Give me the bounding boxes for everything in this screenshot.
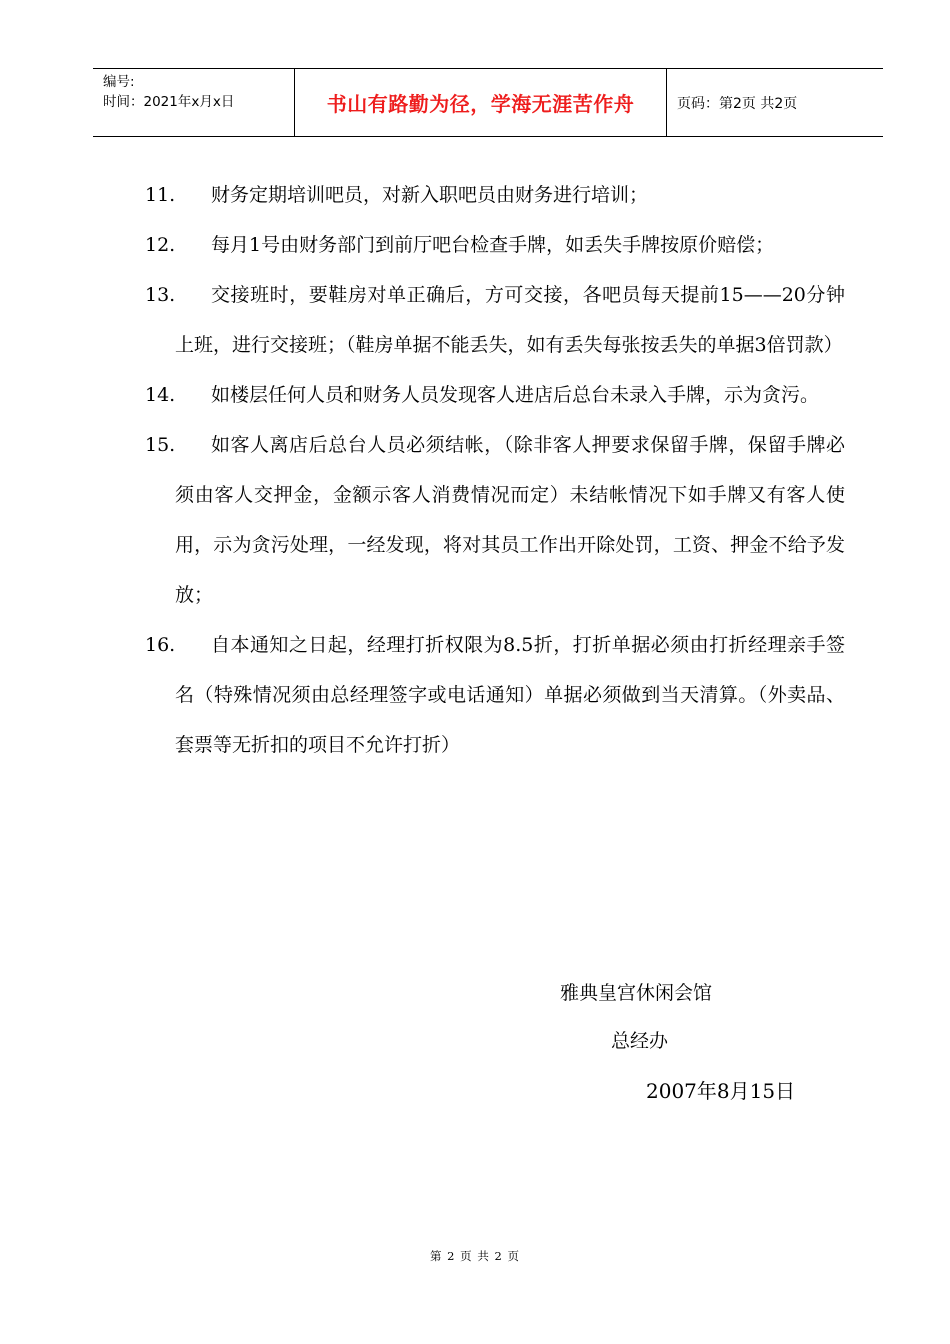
- header-meta: [93, 69, 295, 136]
- signature-date: 2007年8月15日: [646, 1079, 796, 1103]
- rules-list: [145, 170, 845, 770]
- rule-text: 如客人离店后总台人员必须结帐，（除非客人押要求保留手牌，保留手牌必须由客人交押金，金额示客人消费情况而定）未结帐情况下如手牌又有客人使用，示为贪污处理，一经发现，将对其员工作出开除处罚，工资、押金不给予发放；: [175, 434, 845, 606]
- header-motto: 书山有路勤为径，学海无涯苦作舟: [295, 69, 667, 136]
- rule-item: [145, 170, 845, 220]
- serial-number-label: 编号:: [103, 74, 135, 90]
- rule-number: 14.: [145, 384, 176, 406]
- rule-text: 交接班时，要鞋房对单正确后，方可交接，各吧员每天提前15——20分钟上班，进行交接班；（鞋房单据不能丢失，如有丢失每张按丢失的单据3倍罚款）: [175, 284, 845, 356]
- rule-number: 13.: [145, 284, 176, 306]
- page-header: [93, 68, 883, 137]
- signature-organization: 雅典皇宫休闲会馆: [560, 982, 713, 1004]
- rule-text: 每月1号由财务部门到前厅吧台检查手牌，如丢失手牌按原价赔偿；: [211, 234, 775, 256]
- rule-number: 12.: [145, 234, 176, 256]
- rule-text: 如楼层任何人员和财务人员发现客人进店后总台未录入手牌，示为贪污。: [211, 384, 820, 406]
- rule-number: 16.: [145, 634, 176, 656]
- time-label: 时间：2021年x月x日: [103, 94, 235, 110]
- signature-department: 总经办: [611, 1030, 669, 1052]
- rule-item: [145, 420, 845, 620]
- rule-item: [145, 370, 845, 420]
- rule-item: [145, 620, 845, 770]
- rule-text: 自本通知之日起，经理打折权限为8.5折，打折单据必须由打折经理亲手签名（特殊情况须由总经理签字或电话通知）单据必须做到当天清算。（外卖品、套票等无折扣的项目不允许打折）: [175, 634, 845, 756]
- header-page-info: 页码：第2页 共2页: [677, 95, 798, 112]
- rule-text: 财务定期培训吧员，对新入职吧员由财务进行培训；: [211, 184, 649, 206]
- rule-item: [145, 220, 845, 270]
- rule-number: 15.: [145, 434, 176, 456]
- rule-item: [145, 270, 845, 370]
- page-footer: 第 2 页 共 2 页: [430, 1249, 520, 1263]
- rule-number: 11.: [145, 184, 176, 206]
